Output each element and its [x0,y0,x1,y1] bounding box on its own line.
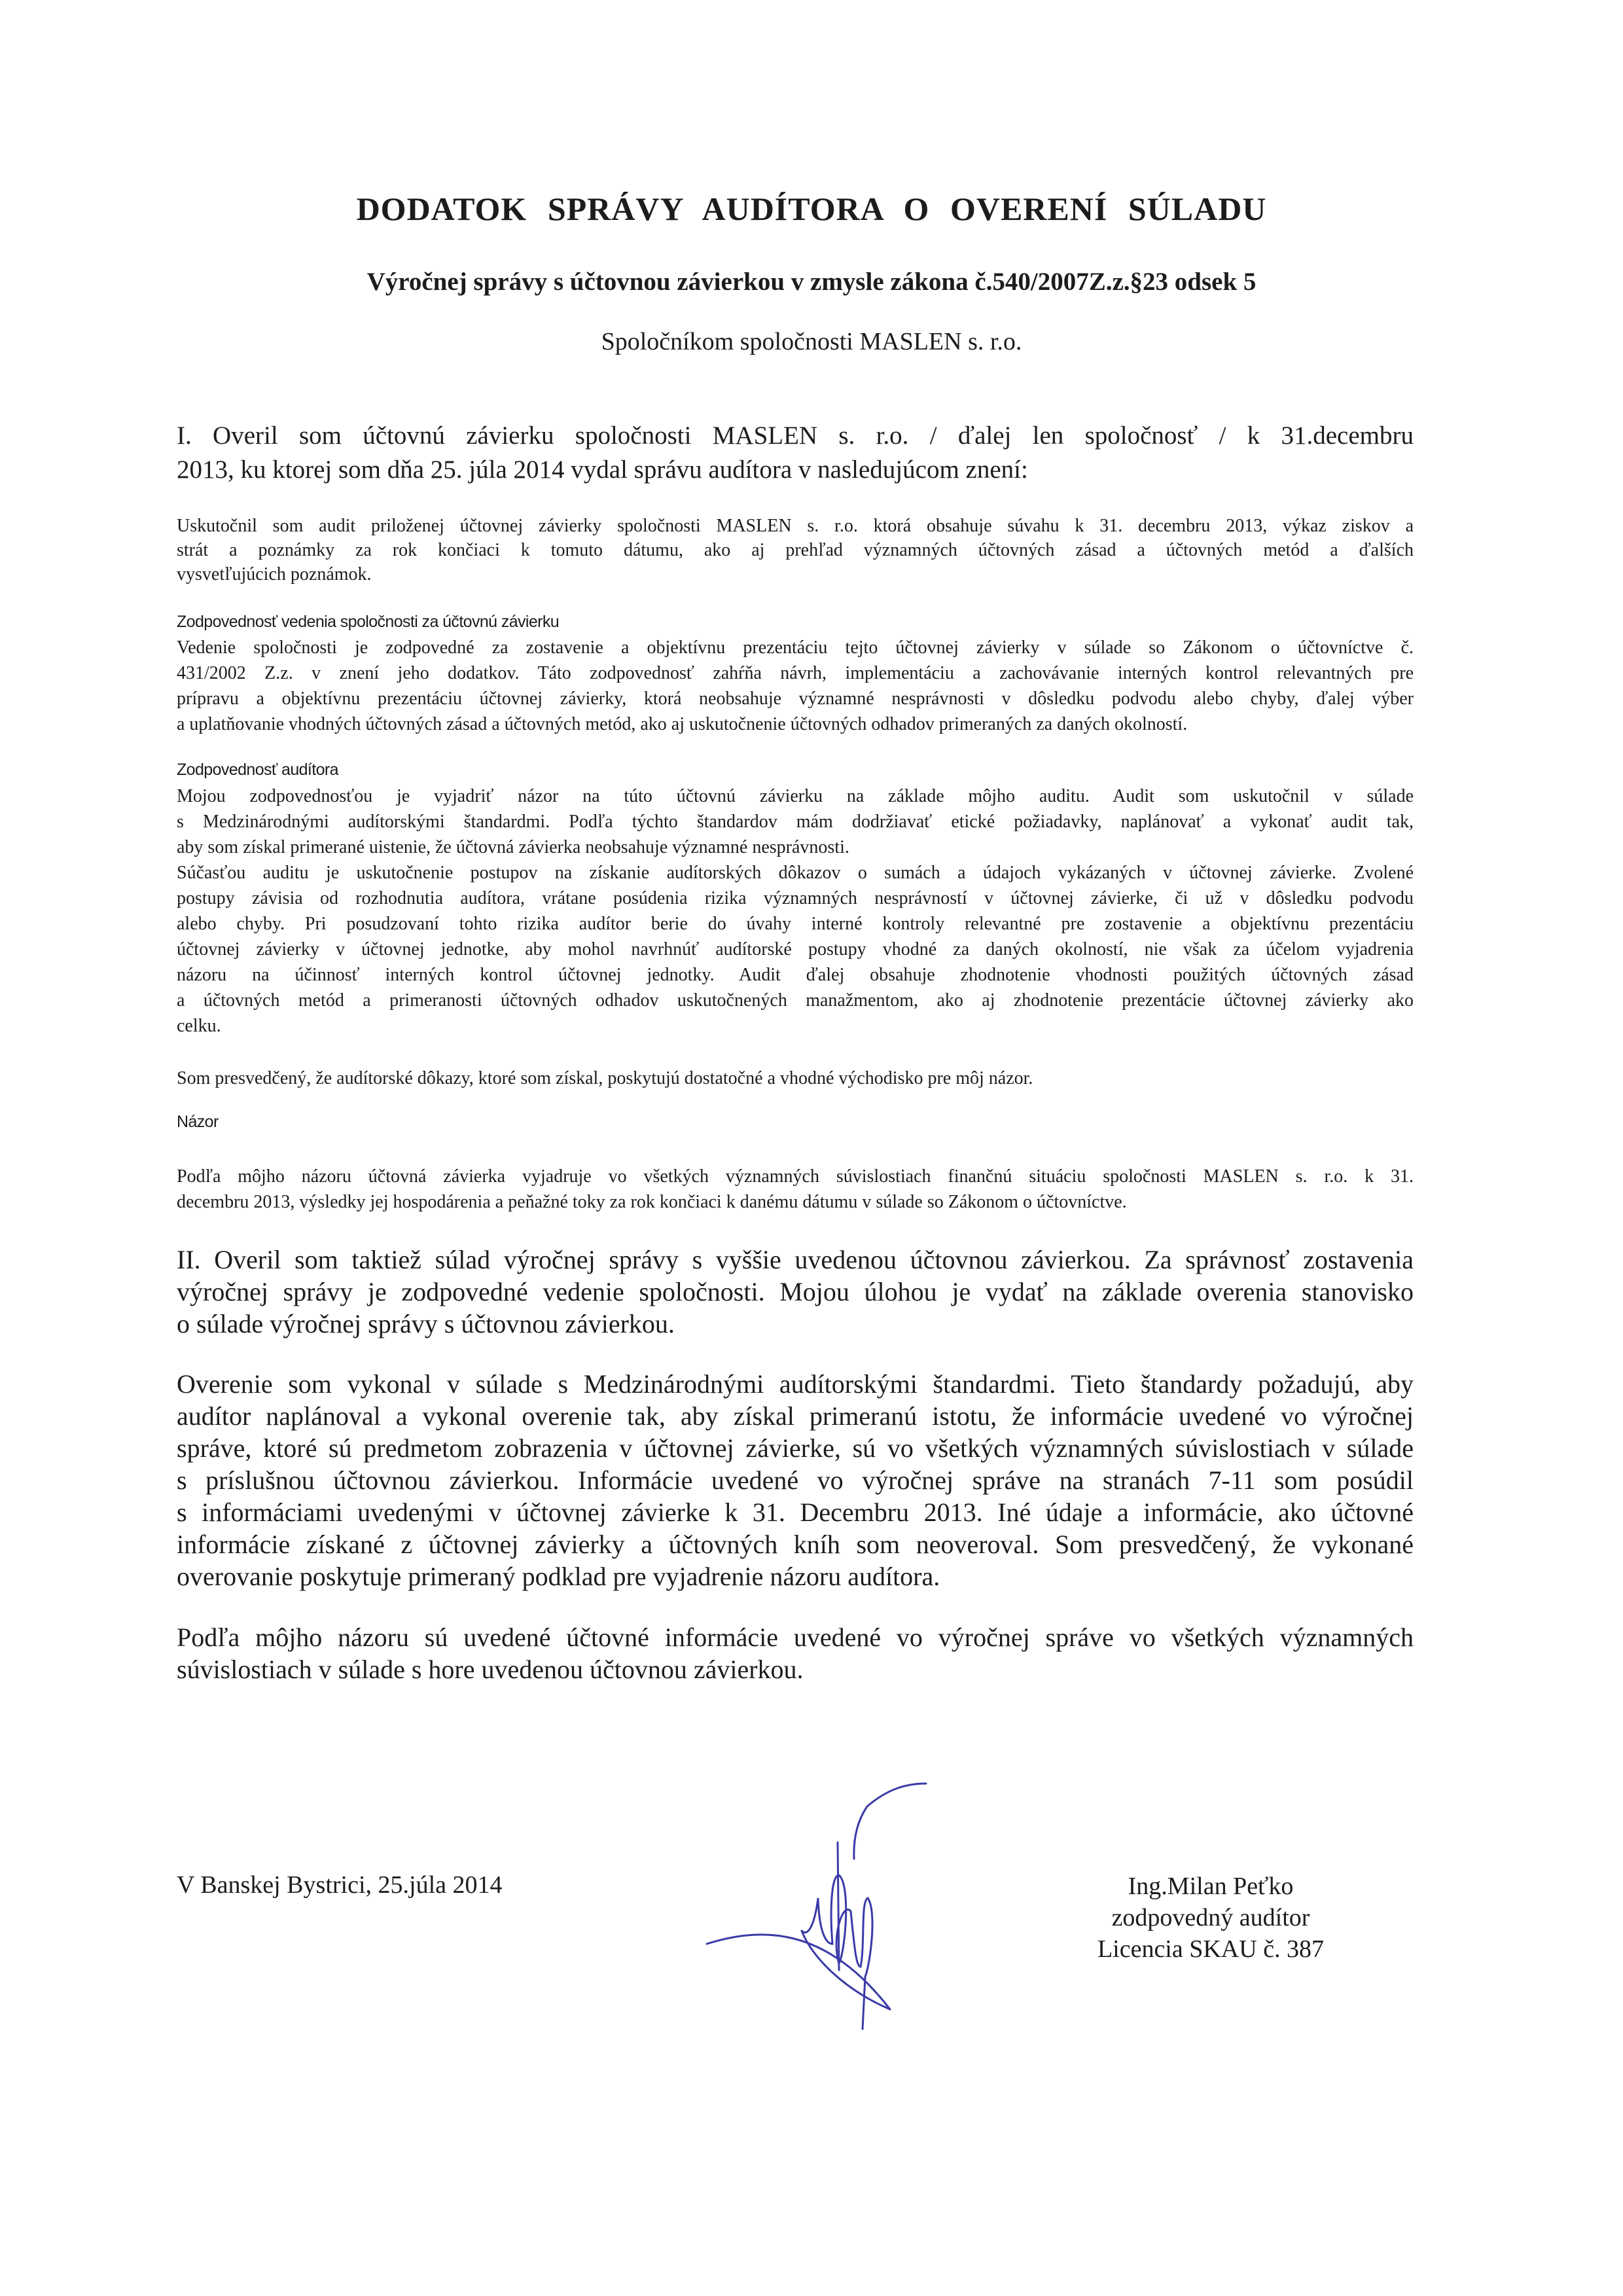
text-line: Vedenie spoločnosti je zodpovedné za zostavenie a objektívnu prezentáciu tejto účtovnej závierky v súlade so Zákonom o účtovníctve č. [177,637,1414,658]
text-line: 2013, ku ktorej som dňa 25. júla 2014 vydal správu audítora v nasledujúcom znení: [177,456,1028,484]
text-line: decembru 2013, výsledky jej hospodárenia a peňažné toky za rok končiaci k danému dátumu v súlade so Zákonom o účtovníctve. [177,1192,1127,1212]
section-2-paragraph [177,1244,1414,1340]
addressee: Spoločníkom spoločnosti MASLEN s. r.o. [601,328,1022,355]
text-line: I. Overil som účtovnú závierku spoločnosti MASLEN s. r.o. / ďalej len spoločnosť / k 31.decembru [177,422,1414,450]
auditor-license: Licencia SKAU č. 387 [1097,1935,1325,1963]
opinion-paragraph [177,1164,1414,1215]
management-responsibility-heading: Zodpovednosť vedenia spoločnosti za účtovnú závierku [177,613,560,631]
text-line: audítor naplánoval a vykonal overenie tak, aby získal primeranú istotu, že informácie uvedené vo výročnej [177,1401,1414,1431]
text-line: s príslušnou účtovnou závierkou. Informácie uvedené vo výročnej správe na stranách 7-11 som posúdil [177,1465,1414,1495]
text-line: o súlade výročnej správy s účtovnou závierkou. [177,1309,675,1338]
text-line: celku. [177,1016,221,1036]
text-line: Súčasťou auditu je uskutočnenie postupov na získanie audítorských dôkazov o sumách a údajoch vykázaných v účtovnej závierke. Zvolené [177,863,1414,883]
text-line: a uplatňovanie vhodných účtovných zásad a účtovných metód, ako aj uskutočnenie účtovných odhadov primeraných za daných okolností. [177,714,1188,734]
text-line: súvislostiach v súlade s hore uvedenou účtovnou závierkou. [177,1655,804,1684]
auditor-name: Ing.Milan Peťko [1128,1873,1294,1900]
text-line: názoru na účinnosť interných kontrol účtovnej jednotky. Audit ďalej obsahuje zhodnotenie vhodnosti použitých účtovných zásad [177,965,1414,985]
text-line: Podľa môjho názoru účtovná závierka vyjadruje vo všetkých významných súvislostiach finančnú situáciu spoločnosti MASLEN s. r.o. k 31. [177,1166,1414,1187]
management-responsibility-paragraph [177,635,1414,737]
text-line: s informáciami uvedenými v účtovnej závierke k 31. Decembru 2013. Iné údaje a informácie, ako účtovné [177,1498,1414,1527]
text-line: alebo chyby. Pri posudzovaní tohto rizika audítor berie do úvahy interné kontroly relevantné pre zostavenie a objektívnu prezentáciu [177,914,1414,934]
auditor-responsibility-heading: Zodpovednosť audítora [177,761,338,779]
signature-image [694,1780,1034,2042]
text-line: účtovnej závierky v účtovnej jednotke, aby mohol navrhnúť audítorské postupy vhodné za daných okolností, nie však za účelom vyjadrenia [177,939,1414,960]
text-line: Overenie som vykonal v súlade s Medzinárodnými audítorskými štandardmi. Tieto štandardy požadujú, aby [177,1369,1414,1399]
conviction-paragraph: Som presvedčený, že audítorské dôkazy, ktoré som získal, poskytujú dostatočné a vhodné východisko pre môj názor. [177,1068,1033,1088]
text-line: Uskutočnil som audit priloženej účtovnej závierky spoločnosti MASLEN s. r.o. ktorá obsahuje súvahu k 31. decembru 2013, výkaz ziskov a [177,516,1414,536]
text-line: správe, ktoré sú predmetom zobrazenia v účtovnej závierke, sú vo všetkých významných súvislostiach v súlade [177,1433,1414,1463]
audit-scope-paragraph [177,514,1414,586]
text-line: overovanie poskytuje primeraný podklad pre vyjadrenie názoru audítora. [177,1562,940,1591]
text-line: Mojou zodpovednosťou je vyjadriť názor na túto účtovnú závierku na základe môjho auditu. Audit som uskutočnil v súlade [177,786,1414,806]
text-line: s Medzinárodnými audítorskými štandardmi. Podľa týchto štandardov mám dodržiavať etické požiadavky, naplánovať a vykonať audit tak, [177,812,1414,832]
text-line: 431/2002 Z.z. v znení jeho dodatkov. Táto zodpovednosť zahŕňa návrh, implementáciu a zachovávanie interných kontrol relevantných pre [177,663,1414,683]
document-title: DODATOK SPRÁVY AUDÍTORA O OVERENÍ SÚLADU [356,190,1267,227]
text-line: postupy závisia od rozhodnutia audítora, vrátane posúdenia rizika významných nesprávností v účtovnej závierke, či už v dôsledku podvodu [177,888,1414,908]
final-opinion-paragraph [177,1621,1414,1685]
place-and-date: V Banskej Bystrici, 25.júla 2014 [177,1871,503,1899]
text-line: Podľa môjho názoru sú uvedené účtovné informácie uvedené vo výročnej správe vo všetkých významných [177,1623,1414,1652]
verification-paragraph [177,1368,1414,1592]
auditor-signature-block [1073,1871,1348,1965]
text-line: aby som získal primerané uistenie, že účtovná závierka neobsahuje významné nesprávnosti. [177,837,849,857]
text-line: II. Overil som taktiež súlad výročnej správy s vyššie uvedenou účtovnou závierkou. Za správnosť zostavenia [177,1245,1414,1274]
text-line: vysvetľujúcich poznámok. [177,564,372,584]
text-line: strát a poznámky za rok končiaci k tomuto dátumu, ako aj prehľad významných účtovných zásad a účtovných metód a ďalších [177,540,1414,560]
section-1-intro [177,419,1414,487]
text-line: informácie získané z účtovnej závierky a účtovných kníh som neoveroval. Som presvedčený, že vykonané [177,1530,1414,1559]
auditor-responsibility-paragraph [177,783,1414,1039]
opinion-heading: Názor [177,1113,219,1131]
document-subtitle: Výročnej správy s účtovnou závierkou v zmysle zákona č.540/2007Z.z.§23 odsek 5 [366,268,1257,296]
text-line: a účtovných metód a primeranosti účtovných odhadov uskutočnených manažmentom, ako aj zhodnotenie prezentácie účtovnej závierky ako [177,990,1414,1011]
text-line: výročnej správy je zodpovedné vedenie spoločnosti. Mojou úlohou je vydať na základe overenia stanovisko [177,1277,1414,1306]
auditor-role: zodpovedný audítor [1111,1904,1310,1931]
text-line: prípravu a objektívnu prezentáciu účtovnej závierky, ktorá neobsahuje významné nesprávnosti v dôsledku podvodu alebo chyby, ďalej výber [177,689,1414,709]
